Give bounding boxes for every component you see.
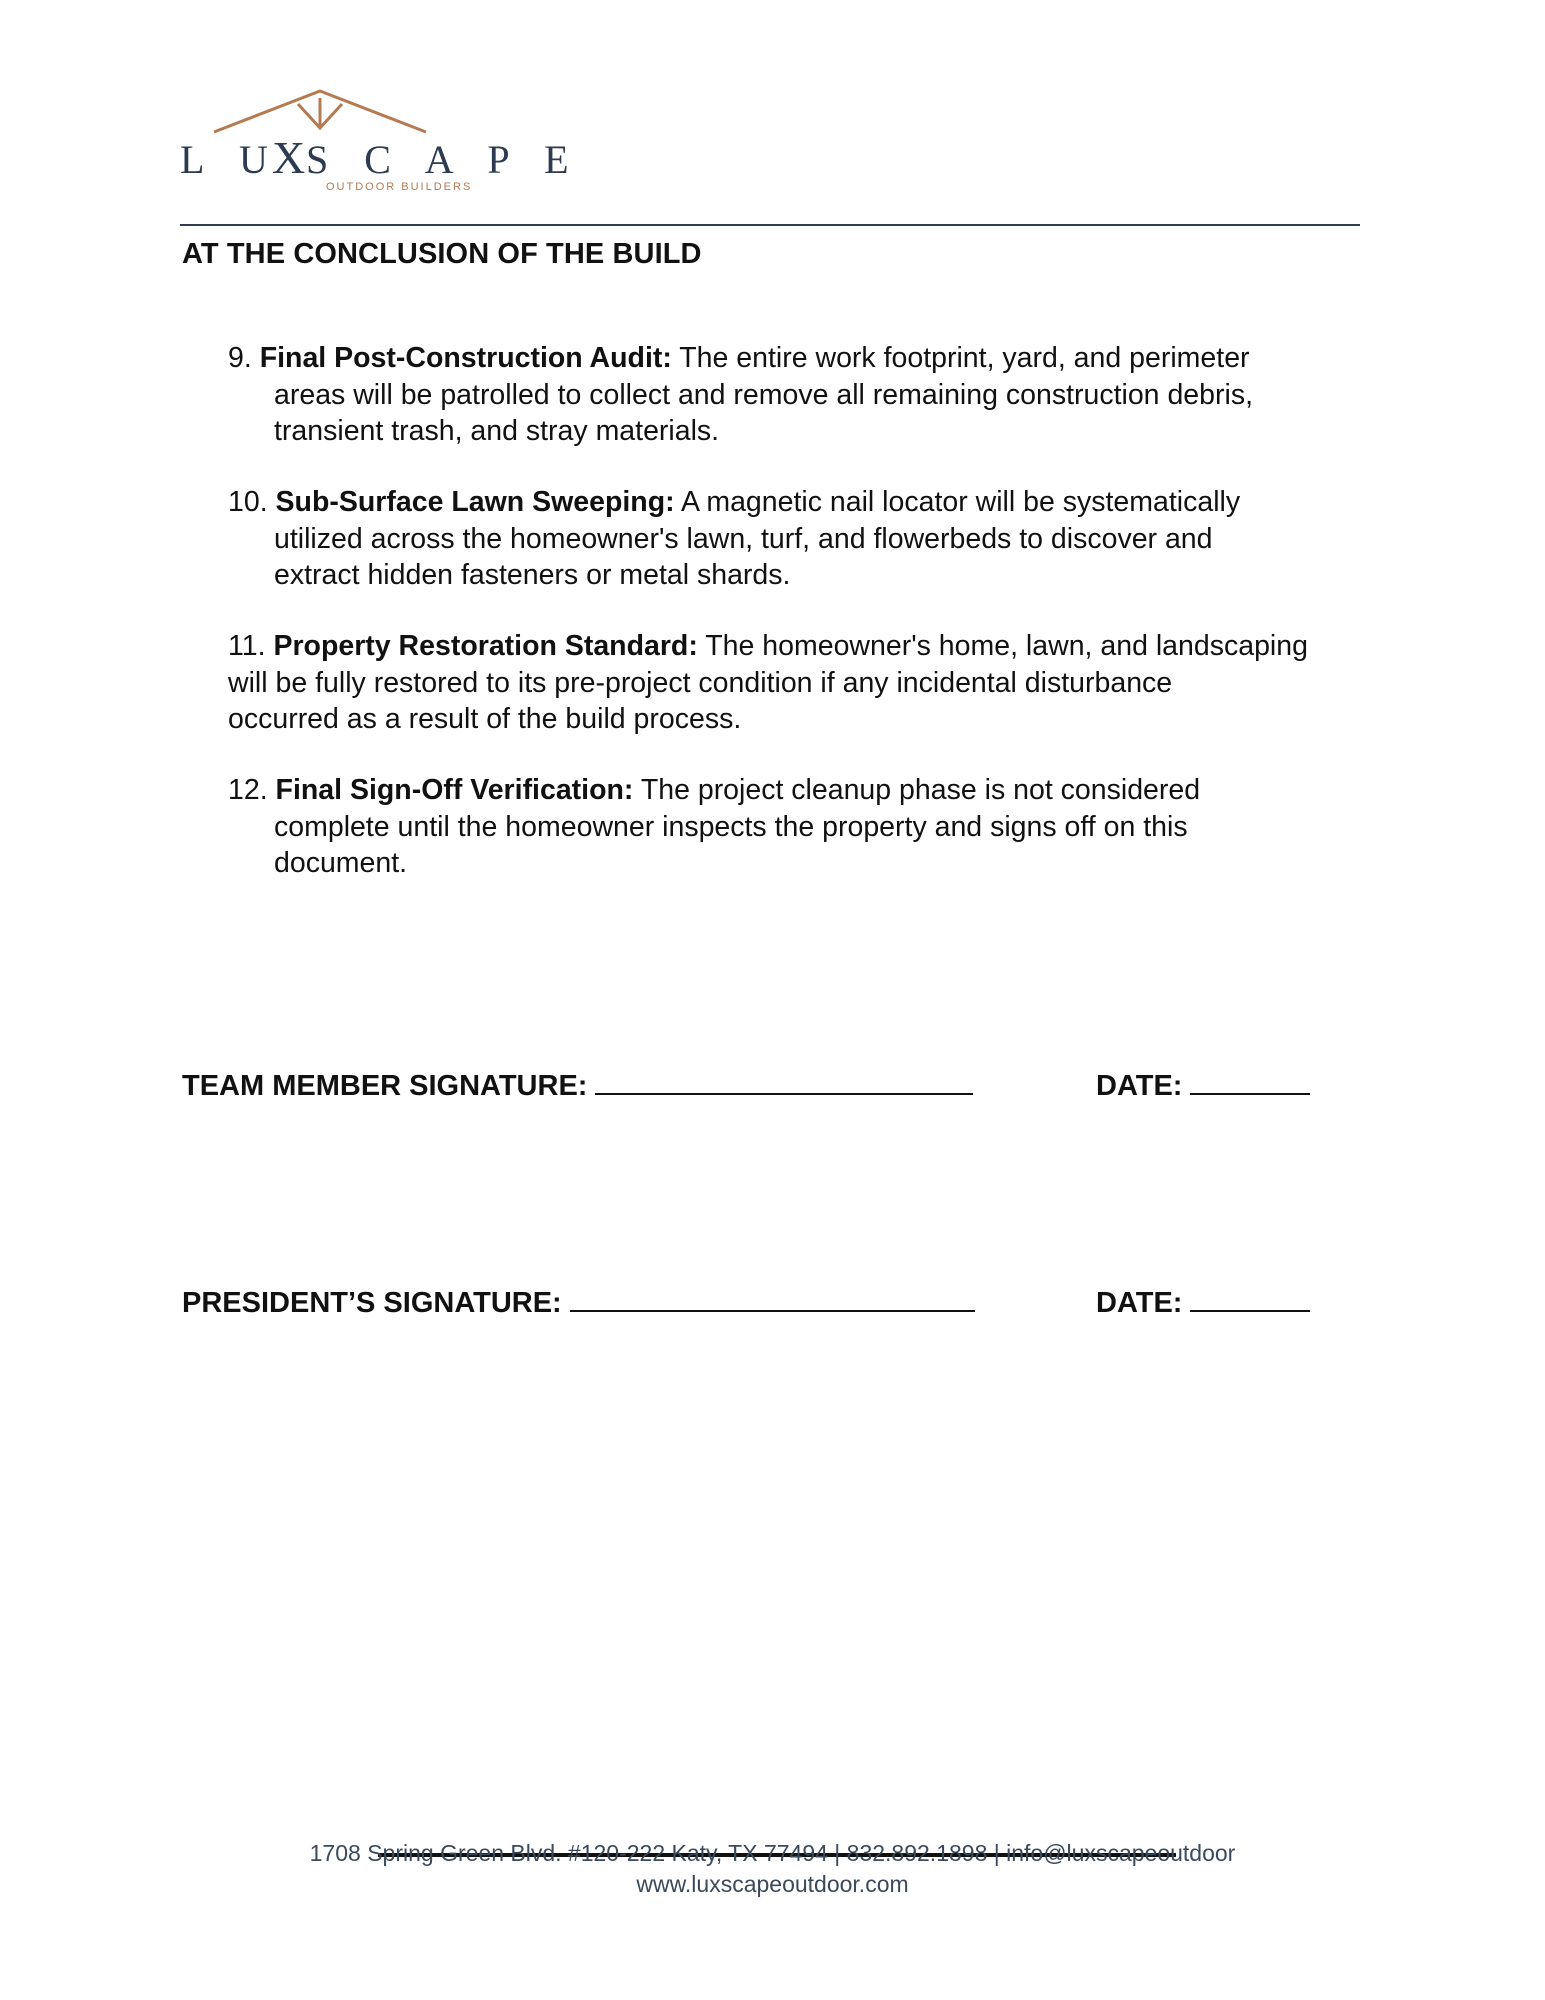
footer-address: 1708 Spring Green Blvd. #120-222 Katy, TX 77494 | 832.892.1898 | info@luxscapeoutdoor [309,1840,1236,1866]
checklist-item [228,340,1358,450]
president-date-row [1096,1284,1310,1321]
president-date-field[interactable] [1190,1284,1310,1312]
date-label: DATE: [1096,1070,1183,1102]
item-text: transient trash, and stray materials. [274,415,720,447]
team-member-signature-label: TEAM MEMBER SIGNATURE: [182,1070,588,1102]
footer-website: www.luxscapeoutdoor.com [636,1871,909,1897]
team-member-signature-row [182,1067,973,1104]
item-text: The project cleanup phase is not considered [640,774,1201,806]
logo-wordmark: L U [180,137,281,182]
item-text: extract hidden fasteners or metal shards. [274,559,791,591]
team-member-signature-field[interactable] [595,1067,973,1095]
item-text: complete until the homeowner inspects the property and signs off on this [274,810,1188,843]
item-label: Final Sign-Off Verification: [275,774,634,806]
item-text: The homeowner's home, lawn, and landscaping [705,630,1308,662]
item-label: Property Restoration Standard: [273,630,698,662]
item-number: 10. [228,486,268,518]
item-label: Sub-Surface Lawn Sweeping: [275,486,675,518]
president-signature-field[interactable] [570,1284,975,1312]
item-text: The entire work footprint, yard, and perimeter [679,342,1250,374]
item-number: 11. [228,630,266,662]
item-text: occurred as a result of the build process. [228,703,742,735]
checklist-item [228,628,1358,738]
item-text: will be fully restored to its pre-project condition if any incidental disturbance [228,666,1173,699]
team-member-date-field[interactable] [1190,1067,1310,1095]
logo-mark-icon [180,88,582,198]
team-member-date-row [1096,1067,1310,1104]
president-signature-row [182,1284,975,1321]
header-divider [180,224,1360,226]
checklist-item [228,484,1358,594]
company-logo [180,88,582,198]
item-number: 12. [228,774,268,806]
item-text: document. [274,847,408,879]
president-signature-label: PRESIDENT’S SIGNATURE: [182,1287,562,1319]
item-number: 9. [228,342,252,374]
logo-tagline: OUTDOOR BUILDERS [326,181,473,193]
item-text: A magnetic nail locator will be systematically [680,486,1241,518]
date-label: DATE: [1096,1287,1183,1319]
checklist-item [228,772,1358,882]
item-label: Final Post-Construction Audit: [259,342,672,374]
logo-wordmark-rest: S C A P E [306,137,582,182]
item-text: areas will be patrolled to collect and remove all remaining construction debris, [274,378,1253,411]
logo-x: X [272,132,306,183]
item-text: utilized across the homeowner's lawn, turf, and flowerbeds to discover and [274,522,1213,555]
section-heading: AT THE CONCLUSION OF THE BUILD [182,238,702,270]
